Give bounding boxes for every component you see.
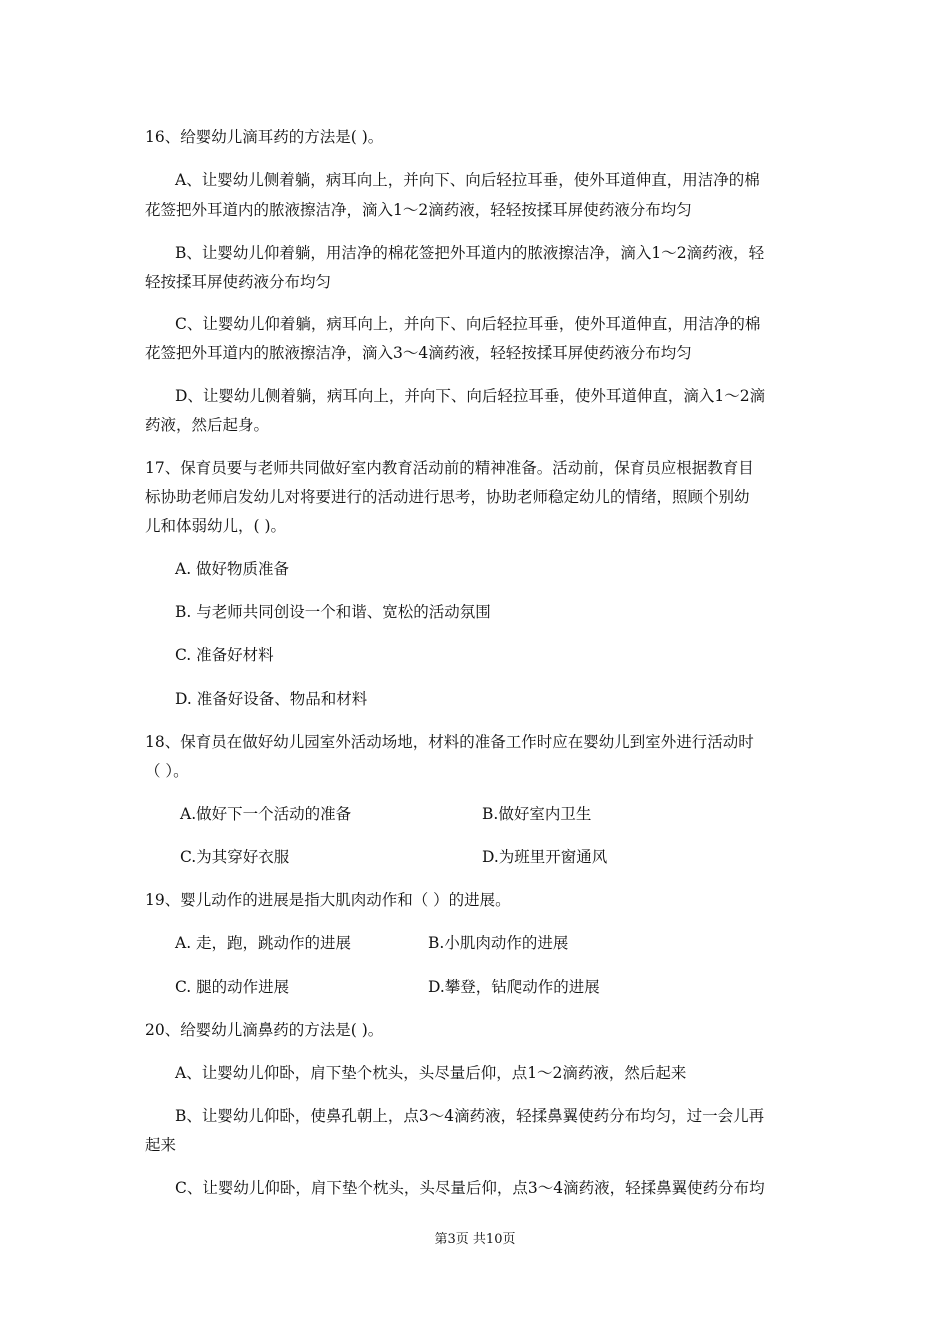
q19-option-d: D.攀登，钻爬动作的进展 — [428, 978, 600, 996]
q19-option-c: C. 腿的动作进展 — [175, 978, 290, 996]
q16-option-d-line2: 药液，然后起身。 — [145, 416, 270, 434]
q18-option-b: B.做好室内卫生 — [482, 805, 592, 823]
q20-option-c-line1: C、让婴幼儿仰卧，肩下垫个枕头，头尽量后仰，点3～4滴药液，轻揉鼻翼使药分布均 — [175, 1179, 765, 1197]
q16-stem: 16、给婴幼儿滴耳药的方法是( )。 — [145, 128, 384, 146]
q18-option-a: A.做好下一个活动的准备 — [180, 805, 352, 823]
q18-stem-line1: 18、保育员在做好幼儿园室外活动场地，材料的准备工作时应在婴幼儿到室外进行活动时 — [145, 733, 754, 751]
q17-option-d: D. 准备好设备、物品和材料 — [175, 690, 368, 708]
q17-option-c: C. 准备好材料 — [175, 646, 274, 664]
q20-option-b-line2: 起来 — [145, 1136, 177, 1154]
q16-option-c-line1: C、让婴幼儿仰着躺，病耳向上，并向下、向后轻拉耳垂，使外耳道伸直，用洁净的棉 — [175, 315, 761, 333]
q20-option-a: A、让婴幼儿仰卧，肩下垫个枕头，头尽量后仰，点1～2滴药液，然后起来 — [175, 1064, 687, 1082]
q19-stem: 19、婴儿动作的进展是指大肌肉动作和（ ）的进展。 — [145, 891, 511, 909]
q16-option-b-line1: B、让婴幼儿仰着躺，用洁净的棉花签把外耳道内的脓液擦洁净，滴入1～2滴药液，轻 — [175, 244, 765, 262]
q16-option-b-line2: 轻按揉耳屏使药液分布均匀 — [145, 273, 332, 291]
q16-option-a-line1: A、让婴幼儿侧着躺，病耳向上，并向下、向后轻拉耳垂，使外耳道伸直，用洁净的棉 — [175, 171, 760, 189]
q16-option-a-line2: 花签把外耳道内的脓液擦洁净，滴入1～2滴药液，轻轻按揉耳屏使药液分布均匀 — [145, 201, 692, 219]
q16-option-c-line2: 花签把外耳道内的脓液擦洁净，滴入3～4滴药液，轻轻按揉耳屏使药液分布均匀 — [145, 344, 692, 362]
q18-option-c: C.为其穿好衣服 — [180, 848, 290, 866]
q16-option-d-line1: D、让婴幼儿侧着躺，病耳向上，并向下、向后轻拉耳垂，使外耳道伸直，滴入1～2滴 — [175, 387, 766, 405]
q17-option-b: B. 与老师共同创设一个和谐、宽松的活动氛围 — [175, 603, 491, 621]
q17-stem-line1: 17、保育员要与老师共同做好室内教育活动前的精神准备。活动前，保育员应根据教育目 — [145, 459, 754, 477]
q19-option-a: A. 走，跑，跳动作的进展 — [175, 934, 352, 952]
q17-stem-line2: 标协助老师启发幼儿对将要进行的活动进行思考，协助老师稳定幼儿的情绪，照顾个别幼 — [145, 488, 750, 506]
q20-option-b-line1: B、让婴幼儿仰卧，使鼻孔朝上，点3～4滴药液，轻揉鼻翼使药分布均匀，过一会儿再 — [175, 1107, 765, 1125]
q17-option-a: A. 做好物质准备 — [175, 560, 290, 578]
page-number: 第3页 共10页 — [434, 1232, 516, 1247]
q19-option-b: B.小肌肉动作的进展 — [428, 934, 569, 952]
q17-stem-line3: 儿和体弱幼儿，( )。 — [145, 517, 287, 535]
q18-option-d: D.为班里开窗通风 — [482, 848, 608, 866]
q20-stem: 20、给婴幼儿滴鼻药的方法是( )。 — [145, 1021, 384, 1039]
q18-stem-line2: （ ）。 — [145, 762, 189, 780]
